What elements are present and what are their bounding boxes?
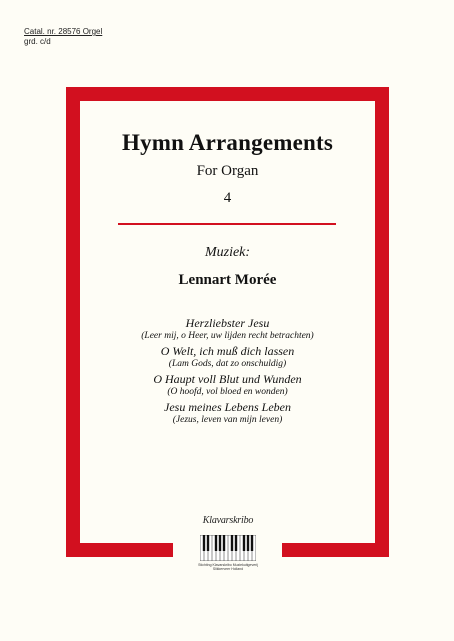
publisher-logo-script: Klavarskribo <box>202 515 254 526</box>
hymn-translation: (Jezus, leven van mijn leven) <box>172 415 283 425</box>
frame-top-bar <box>66 87 389 101</box>
hymn-item <box>80 372 375 399</box>
composer-name: Lennart Morée <box>178 272 277 288</box>
music-label: Muziek: <box>204 245 251 260</box>
catalog-info <box>24 27 102 47</box>
hymn-translation: (O hoofd, vol bloed en wonden) <box>167 387 288 397</box>
grade-info: grd. c/d <box>24 37 51 46</box>
hymn-title: O Haupt voll Blut und Wunden <box>153 372 302 386</box>
hymn-item <box>80 316 375 343</box>
hymn-translation: (Leer mij, o Heer, uw lijden recht betrachten) <box>141 331 314 341</box>
piano-keys-icon <box>200 535 256 561</box>
catalog-number: Catal. nr. 28576 Orgel <box>24 27 103 36</box>
frame-right-bar <box>375 87 389 557</box>
frame-left-bar <box>66 87 80 557</box>
hymn-item <box>80 344 375 371</box>
hymn-title: O Welt, ich muß dich lassen <box>160 344 295 358</box>
divider-line <box>118 223 336 225</box>
page-title: Hymn Arrangements <box>121 130 334 155</box>
hymn-title: Jesu meines Lebens Leben <box>164 400 291 414</box>
publisher-logo-line1: Stichting Klavarskribo Muziekuitgeverij <box>198 563 258 567</box>
frame-bottom-left-bar <box>66 543 173 557</box>
hymn-list <box>80 316 375 428</box>
hymn-item <box>80 400 375 427</box>
publisher-logo-line2: Slikkerveer Holland <box>212 567 244 571</box>
hymn-translation: (Lam Gods, dat zo onschuldig) <box>168 359 287 369</box>
frame-bottom-right-bar <box>282 543 389 557</box>
publisher-logo <box>198 515 258 573</box>
volume-number: 4 <box>223 190 232 206</box>
hymn-title: Herzliebster Jesu <box>185 316 270 330</box>
page-subtitle: For Organ <box>196 163 259 179</box>
